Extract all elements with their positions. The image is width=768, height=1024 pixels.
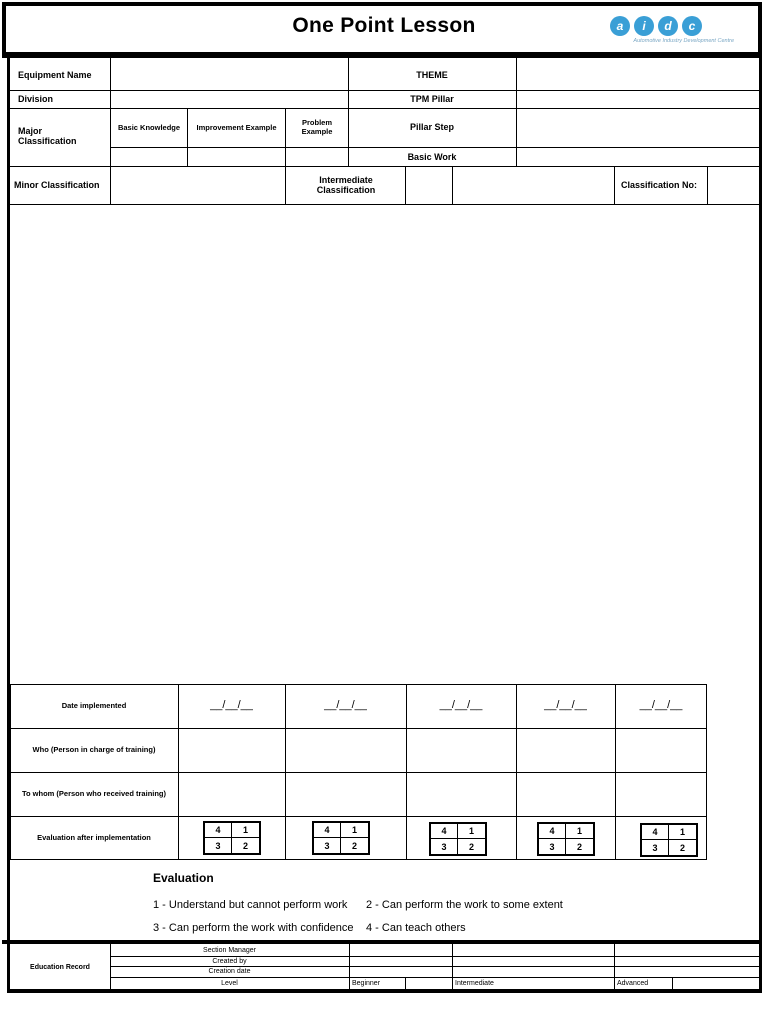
evaluation-after-label: Evaluation after implementation — [37, 833, 151, 842]
theme-label: THEME — [416, 70, 448, 80]
logo-letter-c: c — [682, 16, 702, 36]
evaluation-item-1: 1 - Understand but cannot perform work — [153, 899, 348, 911]
grid-line — [614, 166, 615, 205]
eval-cell[interactable]: 3 — [314, 838, 341, 853]
grid-line — [10, 816, 707, 817]
grid-line — [110, 147, 759, 148]
eval-box-1[interactable] — [203, 821, 261, 855]
creation-date-label: Creation date — [208, 968, 251, 975]
beginner-label: Beginner — [352, 980, 381, 987]
eval-cell[interactable]: 1 — [566, 824, 593, 839]
created-by-label: Created by — [212, 958, 247, 965]
eval-cell[interactable]: 4 — [539, 824, 566, 839]
basic-knowledge-label: Basic Knowledge — [117, 123, 181, 132]
equipment-name-label: Equipment Name — [18, 70, 92, 80]
logo-letter-d: d — [658, 16, 678, 36]
eval-cell[interactable]: 2 — [576, 841, 582, 852]
grid-line — [707, 166, 708, 205]
grid-line — [516, 58, 517, 167]
evaluation-item-3: 3 - Can perform the work with confidence — [153, 922, 354, 934]
division-label: Division — [18, 94, 54, 104]
pillar-step-label: Pillar Step — [409, 122, 454, 132]
eval-cell[interactable]: 3 — [205, 838, 232, 853]
eval-box-4[interactable] — [537, 822, 595, 856]
grid-line — [285, 108, 286, 205]
date-field-2[interactable]: __/__/__ — [324, 699, 367, 711]
eval-cell[interactable]: 1 — [669, 825, 696, 840]
eval-cell[interactable]: 4 — [642, 825, 669, 840]
eval-cell[interactable]: 2 — [468, 841, 474, 852]
tpm-pillar-label: TPM Pillar — [410, 94, 454, 104]
eval-cell[interactable]: 1 — [232, 823, 259, 838]
grid-line — [405, 977, 406, 989]
classification-no-label: Classification No: — [621, 180, 698, 190]
grid-line — [452, 166, 453, 205]
grid-line — [10, 108, 759, 109]
eval-cell[interactable]: 3 — [431, 839, 458, 854]
grid-line — [10, 728, 707, 729]
grid-line — [10, 166, 759, 167]
eval-cell[interactable]: 4 — [314, 823, 341, 838]
eval-cell[interactable]: 3 — [642, 840, 669, 855]
problem-example-label: Problem Example — [301, 118, 333, 136]
evaluation-item-2: 2 - Can perform the work to some extent — [366, 899, 563, 911]
eval-box-5[interactable] — [640, 823, 698, 857]
evaluation-item-4: 4 - Can teach others — [366, 922, 466, 934]
level-label: Level — [221, 980, 238, 987]
date-implemented-label: Date implemented — [61, 701, 127, 710]
grid-line — [614, 944, 615, 989]
section-manager-label: Section Manager — [203, 947, 256, 954]
page-title: One Point Lesson — [292, 14, 476, 37]
logo-tagline: Automotive Industry Development Centre — [633, 38, 734, 44]
eval-box-2[interactable] — [312, 821, 370, 855]
eval-cell[interactable]: 2 — [351, 840, 357, 851]
eval-cell[interactable]: 3 — [539, 839, 566, 854]
grid-line — [187, 108, 188, 167]
grid-line — [452, 944, 453, 989]
basic-work-label: Basic Work — [407, 152, 457, 162]
grid-line — [405, 166, 406, 205]
improvement-example-label: Improvement Example — [196, 123, 277, 132]
eval-cell[interactable]: 4 — [205, 823, 232, 838]
eval-cell[interactable]: 1 — [341, 823, 368, 838]
date-field-3[interactable]: __/__/__ — [439, 699, 483, 711]
education-record-label: Education Record — [30, 964, 90, 971]
date-field-5[interactable]: __/__/__ — [639, 699, 683, 711]
eval-cell[interactable]: 2 — [679, 842, 685, 853]
grid-line — [110, 977, 759, 978]
advanced-label: Advanced — [617, 980, 649, 987]
eval-box-3[interactable] — [429, 822, 487, 856]
date-field-1[interactable]: __/__/__ — [210, 699, 253, 711]
major-classification-label: Major Classification — [18, 126, 77, 146]
date-field-4[interactable]: __/__/__ — [544, 699, 587, 711]
eval-cell[interactable]: 4 — [431, 824, 458, 839]
intermediate-label: Intermediate — [455, 980, 494, 987]
aidc-logo — [608, 14, 738, 48]
grid-line — [672, 977, 673, 989]
minor-classification-label: Minor Classification — [14, 180, 100, 190]
grid-line — [349, 944, 350, 989]
logo-letter-i: i — [634, 16, 654, 36]
eval-cell[interactable]: 1 — [458, 824, 485, 839]
intermediate-classification-label: Intermediate Classification — [316, 175, 376, 195]
to-whom-label: To whom (Person who received training) — [21, 789, 167, 798]
eval-cell[interactable]: 2 — [242, 840, 248, 851]
who-label: Who (Person in charge of training) — [32, 745, 156, 754]
logo-letter-a: a — [610, 16, 630, 36]
grid-line — [10, 90, 759, 91]
grid-line — [10, 772, 707, 773]
lesson-content-area[interactable] — [10, 205, 759, 640]
evaluation-heading: Evaluation — [153, 871, 214, 885]
